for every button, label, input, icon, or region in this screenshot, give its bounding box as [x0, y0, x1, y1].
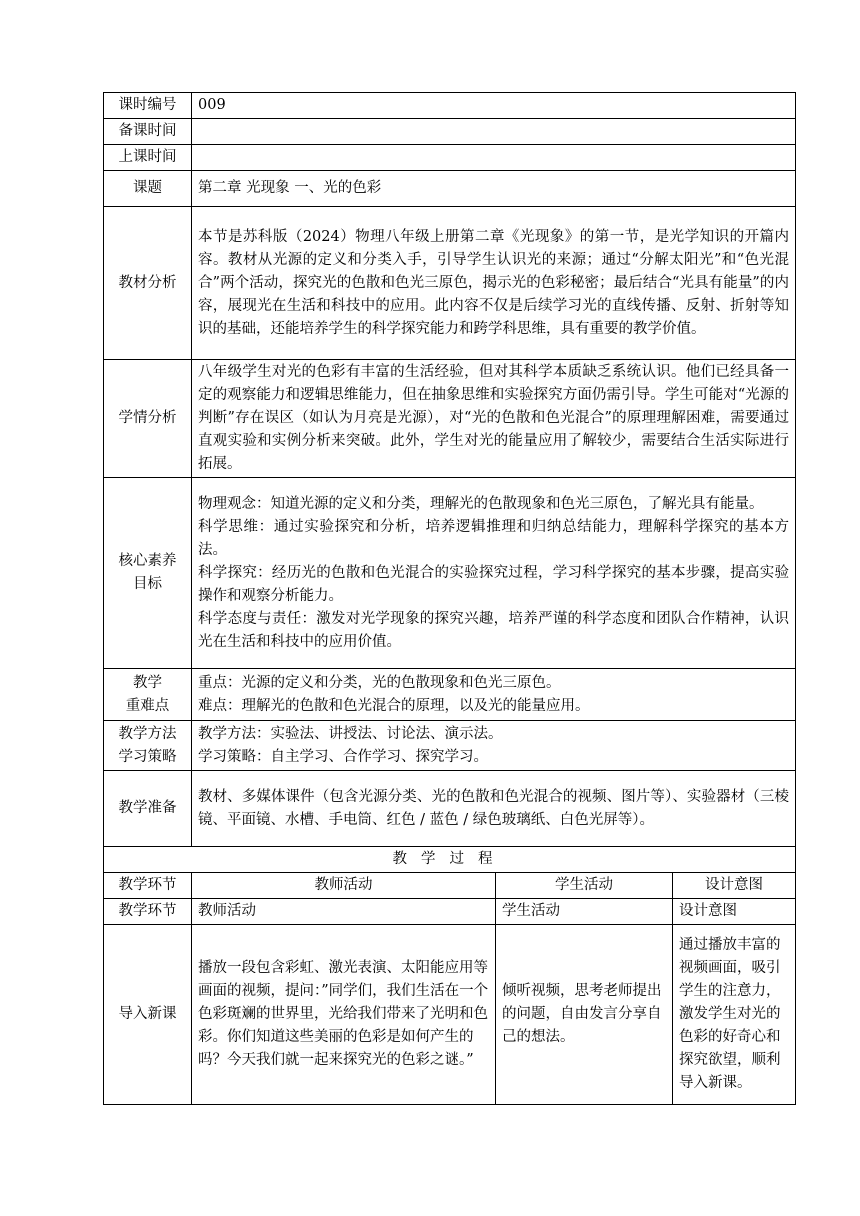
core-goals-content	[192, 478, 796, 669]
topic-label: 课题	[104, 171, 192, 207]
lesson-number-value: 009	[192, 93, 796, 119]
prep-time-value	[192, 119, 796, 145]
row-student-analysis	[104, 360, 796, 478]
key-points-content	[192, 669, 796, 721]
core-goal-item: 科学态度与责任：激发对光学现象的探究兴趣，培养严谨的科学态度和团队合作精神，认识光在生活和科技中的应用价值。	[198, 610, 789, 650]
lesson-plan-table	[103, 92, 796, 1105]
preparation-label: 教学准备	[104, 771, 192, 847]
process-subheader-student: 学生活动	[496, 899, 673, 925]
process-student-cell: 倾听视频，思考老师提出的问题，自由发言分享自己的想法。	[496, 925, 673, 1105]
process-teacher-cell: 播放一段包含彩虹、激光表演、太阳能应用等画面的视频，提问：”同学们，我们生活在一个色彩斑斓的世界里，光给我们带来了光明和色彩。你们知道这些美丽的色彩是如何产生的吗？今天我们就一起来探究光的色彩之谜。”	[192, 925, 496, 1105]
methods-label	[104, 721, 192, 771]
core-goals-label-line1: 核心素养	[118, 553, 177, 569]
process-subheader-intent: 设计意图	[673, 899, 796, 925]
table-row	[104, 925, 796, 1105]
process-header-row	[104, 873, 796, 899]
core-goal-item: 科学思维：通过实验探究和分析，培养逻辑推理和归纳总结能力，理解科学探究的基本方法。	[198, 518, 789, 558]
row-prep-time	[104, 119, 796, 145]
key-points-label	[104, 669, 192, 721]
process-stage-cell: 导入新课	[104, 925, 192, 1105]
process-intent-cell: 通过播放丰富的视频画面，吸引学生的注意力，激发学生对光的色彩的好奇心和探究欲望，顺利导入新课。	[673, 925, 796, 1105]
method-item: 教学方法：实验法、讲授法、讨论法、演示法。	[198, 725, 503, 742]
process-header-stage: 教学环节	[104, 873, 192, 899]
class-time-label: 上课时间	[104, 145, 192, 171]
row-textbook-analysis	[104, 207, 796, 360]
row-core-goals	[104, 478, 796, 669]
method-item: 学习策略：自主学习、合作学习、探究学习。	[198, 748, 488, 765]
textbook-analysis-text: 本节是苏科版（2024）物理八年级上册第二章《光现象》的第一节，是光学知识的开篇内容。教材从光源的定义和分类入手，引导学生认识光的来源；通过“分解太阳光”和“色光混合”两个活动，探究光的色散和色光三原色，揭示光的色彩秘密；最后结合“光具有能量”的内容，展现光在生活和科技中的应用。此内容不仅是后续学习光的直线传播、反射、折射等知识的基础，还能培养学生的科学探究能力和跨学科思维，具有重要的教学价值。	[192, 207, 796, 360]
class-time-value	[192, 145, 796, 171]
methods-label-line2: 学习策略	[118, 748, 177, 765]
methods-label-line1: 教学方法	[118, 725, 177, 742]
process-header-student: 学生活动	[496, 873, 673, 899]
student-analysis-text: 八年级学生对光的色彩有丰富的生活经验，但对其科学本质缺乏系统认识。他们已经具备一定的观察能力和逻辑思维能力，但在抽象思维和实验探究方面仍需引导。学生可能对“光源的判断”存在误区（如认为月亮是光源），对“光的色散和色光混合”的原理理解困难，需要通过直观实验和实例分析来突破。此外，学生对光的能量应用了解较少，需要结合生活实际进行拓展。	[192, 360, 796, 478]
topic-value: 第二章 光现象 一、光的色彩	[192, 171, 796, 207]
process-title-text: 教学过程	[392, 851, 507, 867]
methods-content	[192, 721, 796, 771]
row-topic	[104, 171, 796, 207]
core-goal-item: 科学探究：经历光的色散和色光混合的实验探究过程，学习科学探究的基本步骤，提高实验操作和观察分析能力。	[198, 564, 789, 604]
process-subheader-stage: 教学环节	[104, 899, 192, 925]
key-points-label-line1: 教学	[133, 674, 162, 691]
row-preparation	[104, 771, 796, 847]
student-analysis-label: 学情分析	[104, 360, 192, 478]
row-lesson-number	[104, 93, 796, 119]
process-header-intent: 设计意图	[673, 873, 796, 899]
row-process-title	[104, 847, 796, 873]
preparation-text: 教材、多媒体课件（包含光源分类、光的色散和色光混合的视频、图片等）、实验器材（三棱镜、平面镜、水槽、手电筒、红色 / 蓝色 / 绿色玻璃纸、白色光屏等）。	[192, 771, 796, 847]
row-class-time	[104, 145, 796, 171]
core-goal-item: 物理观念：知道光源的定义和分类，理解光的色散现象和色光三原色，了解光具有能量。	[198, 495, 764, 512]
row-methods	[104, 721, 796, 771]
core-goals-label-line2: 目标	[133, 576, 162, 592]
process-title	[104, 847, 796, 873]
key-point-item: 难点：理解光的色散和色光混合的原理，以及光的能量应用。	[198, 697, 590, 714]
textbook-analysis-label: 教材分析	[104, 207, 192, 360]
process-header-teacher: 教师活动	[192, 873, 496, 899]
prep-time-label: 备课时间	[104, 119, 192, 145]
process-subheader-teacher: 教师活动	[192, 899, 496, 925]
key-point-item: 重点：光源的定义和分类，光的色散现象和色光三原色。	[198, 674, 561, 691]
core-goals-label	[104, 478, 192, 669]
row-key-points	[104, 669, 796, 721]
key-points-label-line2: 重难点	[125, 697, 170, 714]
process-subheader-row	[104, 899, 796, 925]
lesson-number-label: 课时编号	[104, 93, 192, 119]
